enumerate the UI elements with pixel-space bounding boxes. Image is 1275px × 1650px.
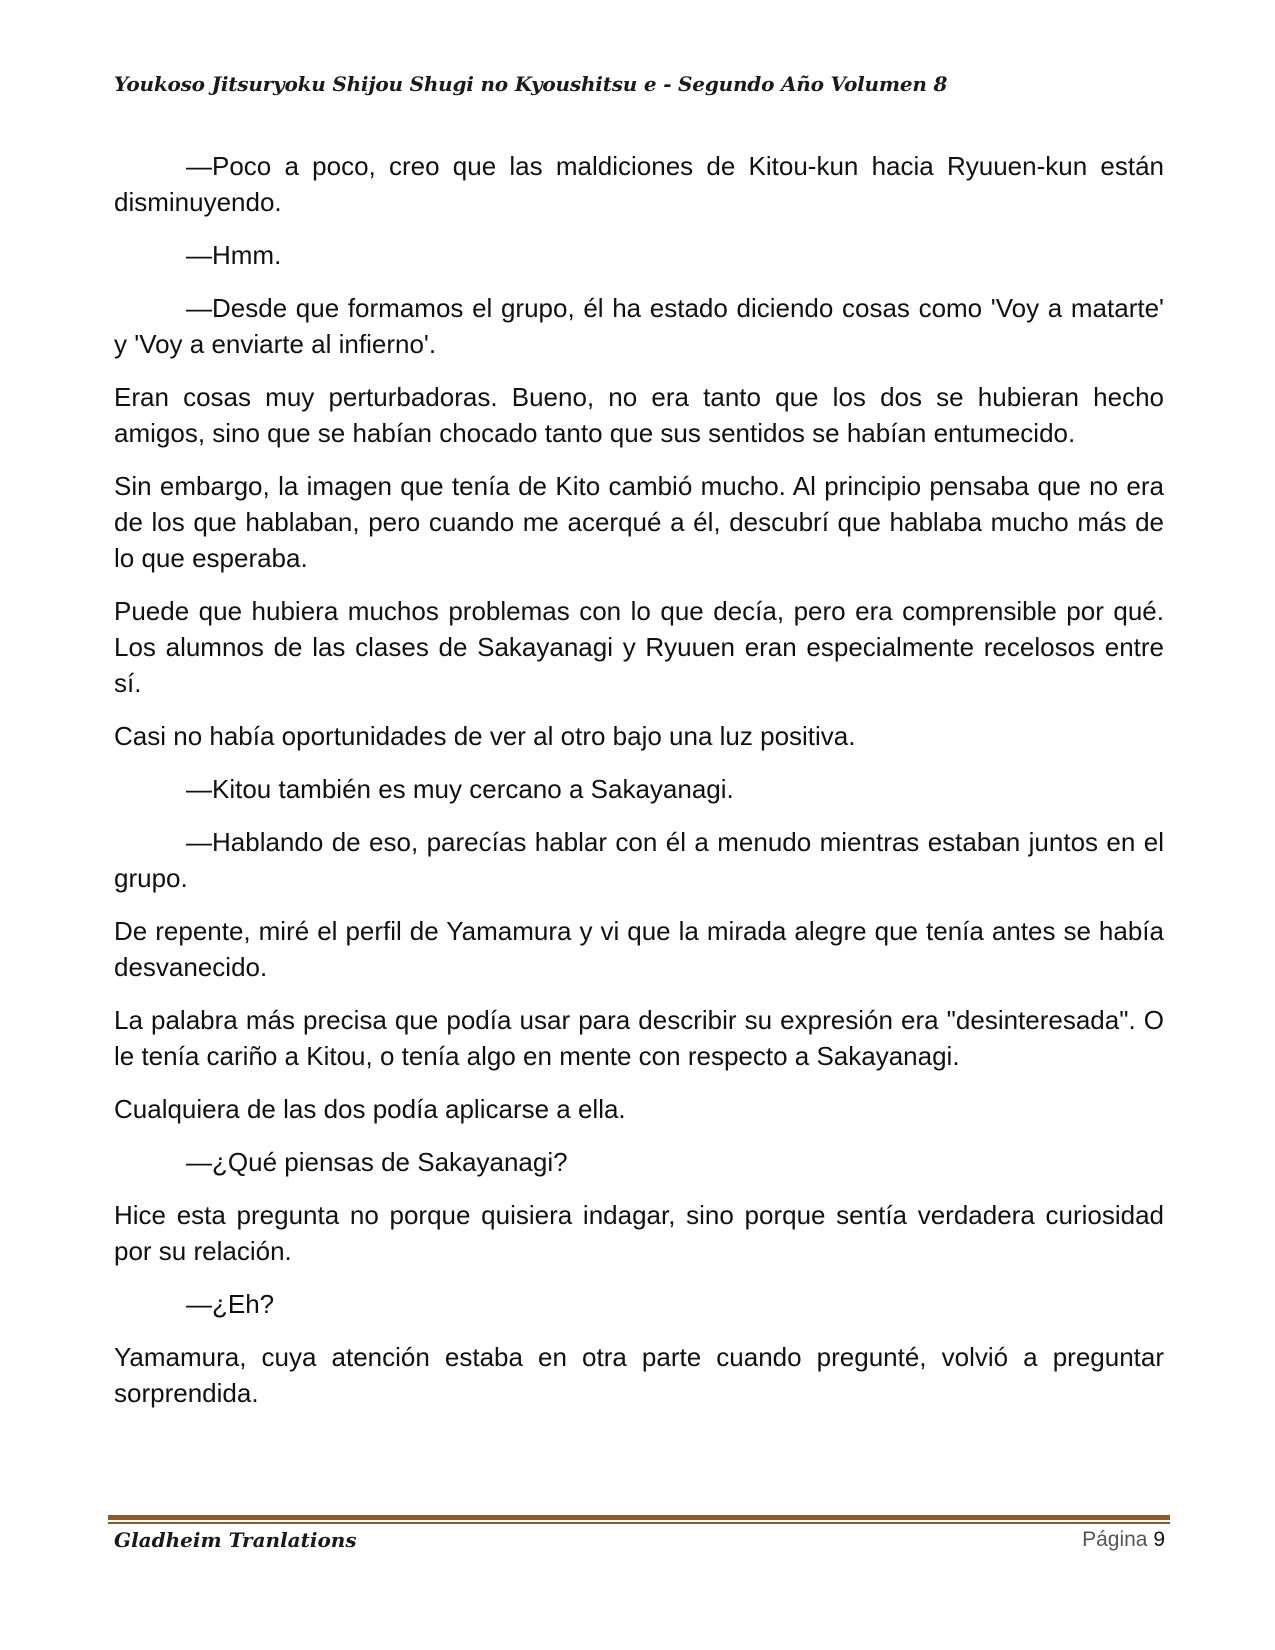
body-text <box>114 148 1164 1428</box>
paragraph: Cualquiera de las dos podía aplicarse a ella. <box>114 1094 626 1124</box>
paragraph: —Hablando de eso, parecías hablar con él a menudo mientras estaban juntos en el grupo. <box>114 827 1164 893</box>
paragraph: Yamamura, cuya atención estaba en otra parte cuando pregunté, volvió a preguntar sorprendida. <box>114 1342 1164 1408</box>
paragraph: Sin embargo, la imagen que tenía de Kito cambió mucho. Al principio pensaba que no era de los que hablaban, pero cuando me acerqué a él, descubrí que hablaba mucho más de lo que esperaba. <box>114 471 1164 573</box>
paragraph: —Kitou también es muy cercano a Sakayanagi. <box>186 774 734 804</box>
footer-credit: Gladheim Tranlations <box>114 1528 357 1552</box>
paragraph: —Hmm. <box>186 240 282 270</box>
paragraph: Hice esta pregunta no porque quisiera indagar, sino porque sentía verdadera curiosidad por su relación. <box>114 1200 1164 1266</box>
paragraph: La palabra más precisa que podía usar para describir su expresión era "desinteresada". O le tenía cariño a Kitou, o tenía algo en mente con respecto a Sakayanagi. <box>114 1005 1164 1071</box>
footer-divider-thick <box>108 1515 1170 1520</box>
paragraph: —Poco a poco, creo que las maldiciones de Kitou-kun hacia Ryuuen-kun están disminuyendo. <box>114 151 1164 217</box>
paragraph: De repente, miré el perfil de Yamamura y vi que la mirada alegre que tenía antes se había desvanecido. <box>114 916 1164 982</box>
paragraph: —¿Qué piensas de Sakayanagi? <box>186 1147 568 1177</box>
footer-divider-thin <box>108 1522 1170 1524</box>
running-header: Youkoso Jitsuryoku Shijou Shugi no Kyoushitsu e - Segundo Año Volumen 8 <box>114 72 948 96</box>
page-label: Página <box>1082 1528 1148 1551</box>
paragraph: Eran cosas muy perturbadoras. Bueno, no era tanto que los dos se hubieran hecho amigos, sino que se habían chocado tanto que sus sentidos se habían entumecido. <box>114 382 1164 448</box>
paragraph: —¿Eh? <box>186 1289 275 1319</box>
paragraph: Puede que hubiera muchos problemas con lo que decía, pero era comprensible por qué. Los alumnos de las clases de Sakayanagi y Ryuuen eran especialmente recelosos entre sí. <box>114 596 1164 698</box>
paragraph: —Desde que formamos el grupo, él ha estado diciendo cosas como 'Voy a matarte' y 'Voy a enviarte al infierno'. <box>114 293 1164 359</box>
page-number <box>1082 1528 1165 1552</box>
page-number-value: 9 <box>1153 1528 1165 1551</box>
footer-divider <box>108 1515 1170 1524</box>
paragraph: Casi no había oportunidades de ver al otro bajo una luz positiva. <box>114 721 856 751</box>
